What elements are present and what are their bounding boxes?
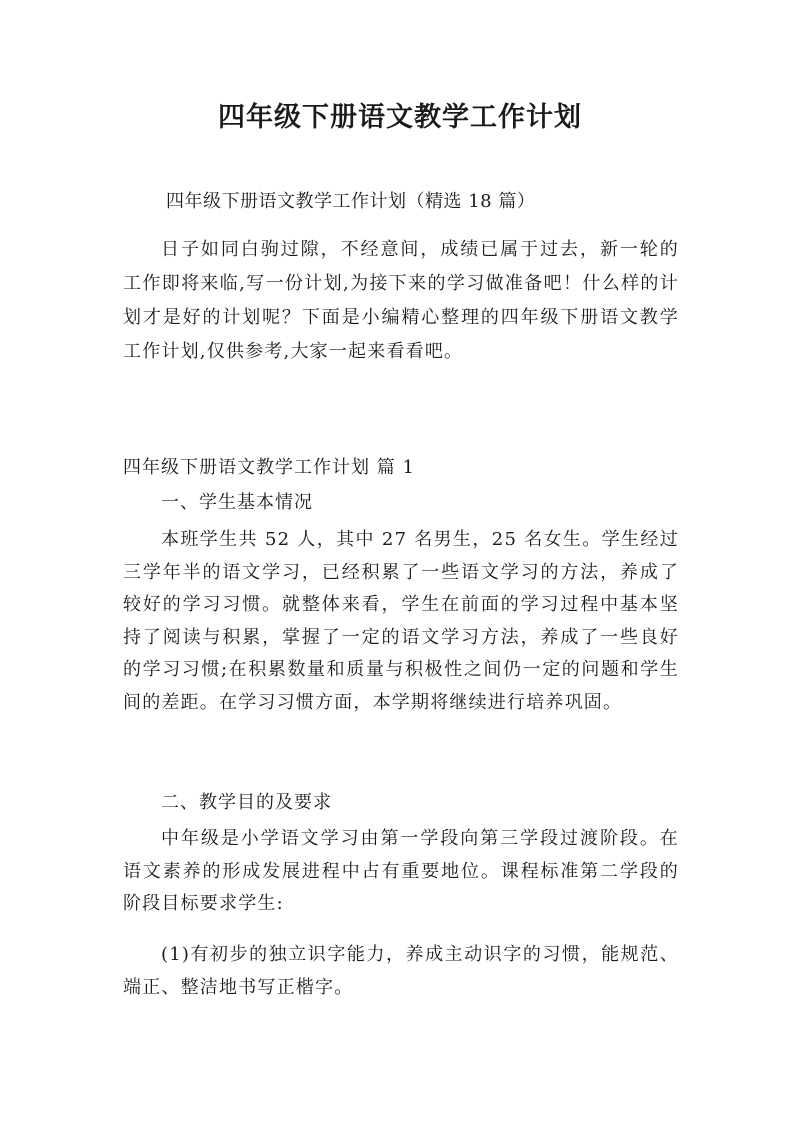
paragraph-teaching-goals: 中年级是小学语文学习由第一学段向第三学段过渡阶段。在语文素养的形成发展进程中占有重要地位。课程标准第二学段的阶段目标要求学生: [123,828,679,915]
paragraph-student-situation: 本班学生共 52 人，其中 27 名男生，25 名女生。学生经过三学年半的语文学习，已经积累了一些语文学习的方法，养成了较好的学习习惯。就整体来看，学生在前面的学习过程中基本坚持了阅读与积累，掌握了一定的语文学习方法，养成了一些良好的学习习惯;在积累数量和质量与积极性之间仍一定的问题和学生间的差距。在学习习惯方面，本学期将继续进行培养巩固。 [123,529,679,713]
heading-student-situation: 一、学生基本情况 [161,492,313,513]
document-subtitle: 四年级下册语文教学工作计划（精选 18 篇） [166,191,536,212]
document-title: 四年级下册语文教学工作计划 [218,102,582,133]
paragraph-goal-1: (1)有初步的独立识字能力，养成主动识字的习惯，能规范、端正、整洁地书写正楷字。 [123,944,679,998]
intro-paragraph: 日子如同白驹过隙，不经意间，成绩已属于过去，新一轮的工作即将来临,写一份计划,为接下来的学习做准备吧！什么样的计划才是好的计划呢？下面是小编精心整理的四年级下册语文教学工作计划,仅供参考,大家一起来看看吧。 [123,239,679,362]
section-title: 四年级下册语文教学工作计划 篇 1 [123,457,415,478]
heading-teaching-goals: 二、教学目的及要求 [161,792,332,813]
